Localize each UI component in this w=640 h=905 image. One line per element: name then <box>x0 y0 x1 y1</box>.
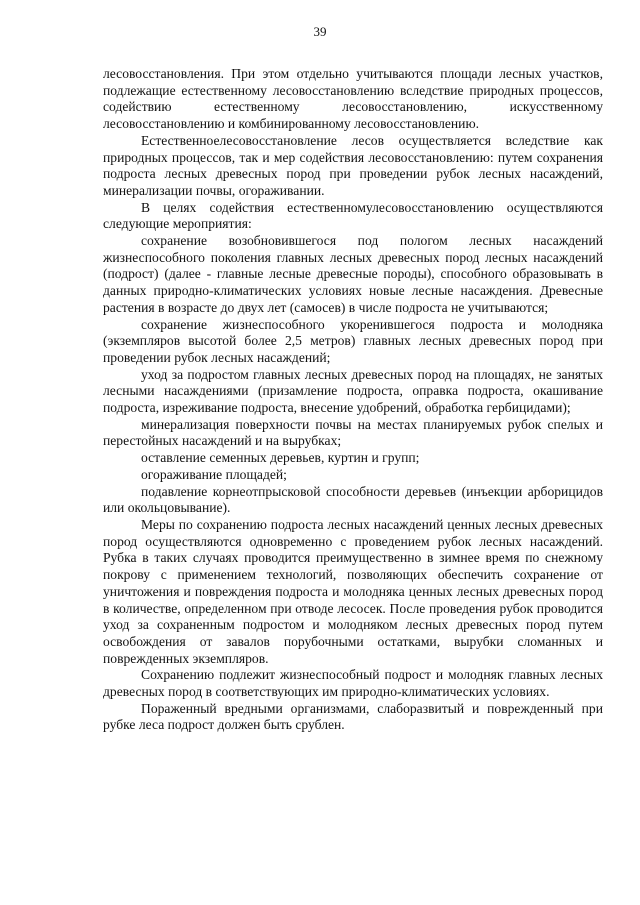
paragraph-measures: Меры по сохранению подроста лесных насаждений ценных лесных древесных пород осуществляются одновременно с проведением рубок лесных насаждений. Рубка в таких случаях проводится преимущественно в зимнее время по снежному покрову с применением технологий, позволяющих обеспечить сохранение от уничтожения и повреждения подроста и молодняка ценных лесных древесных пород в количестве, определенном при отводе лесосек. После проведения рубок проводится уход за сохраненным подростом и молодняком лесных древесных пород путем освобождения от завалов порубочными остатками, вырубки сломанных и поврежденных экземпляров. <box>103 516 603 666</box>
paragraph-3: В целях содействия естественномулесовосстановлению осуществляются следующие мероприятия: <box>103 199 603 232</box>
paragraph-1: лесовосстановления. При этом отдельно учитываются площади лесных участков, подлежащие естественному лесовосстановлению вследствие природных процессов, содействию естественному лесовосстановлению, искусственному лесовосстановлению и комбинированному лесовосстановлению. <box>103 66 603 132</box>
list-item-preservation: сохранение возобновившегося под пологом лесных насаждений жизнеспособного поколения главных лесных древесных пород лесных насаждений (подрост) (далее - главные лесные древесные породы), способного образовывать в данных природно-климатических условиях новые лесные насаждения. Древесные растения в возрасте до двух лет (самосев) в числе подроста не учитываются; <box>103 233 603 315</box>
list-item-mineralization: минерализация поверхности почвы на местах планируемых рубок спелых и перестойных насаждений и на вырубках; <box>103 416 603 449</box>
list-item-suppression: подавление корнеотпрысковой способности деревьев (инъекции арборицидов или окольцовывание). <box>103 483 603 516</box>
list-item-seed-trees: оставление семенных деревьев, куртин и групп; <box>141 450 420 466</box>
paragraph-felling: Пораженный вредными организмами, слаборазвитый и поврежденный при рубке леса подрост должен быть срублен. <box>103 700 603 733</box>
list-item-fencing: огораживание площадей; <box>141 466 287 482</box>
list-item-care: уход за подростом главных лесных древесных пород на площадях, не занятых лесными насаждениями (призамление подроста, оправка подроста, окашивание подроста, изреживание подроста, внесение удобрений, обработка гербицидами); <box>103 366 603 416</box>
list-item-undergrowth: сохранение жизнеспособного укоренившегося подроста и молодняка (экземпляров высотой более 2,5 метров) главных лесных древесных пород при проведении рубок лесных насаждений; <box>103 316 603 365</box>
page-number: 39 <box>313 24 327 39</box>
paragraph-2: Естественноелесовосстановление лесов осуществляется вследствие как природных процессов, так и мер содействия лесовосстановлению: путем сохранения подроста лесных древесных пород при проведении рубок лесных насаждений, минерализации почвы, огораживании. <box>103 132 603 198</box>
paragraph-preservation: Сохранению подлежит жизнеспособный подрост и молодняк главных лесных древесных пород в соответствующих им природно-климатических условиях. <box>103 667 603 700</box>
body-text <box>103 66 603 734</box>
